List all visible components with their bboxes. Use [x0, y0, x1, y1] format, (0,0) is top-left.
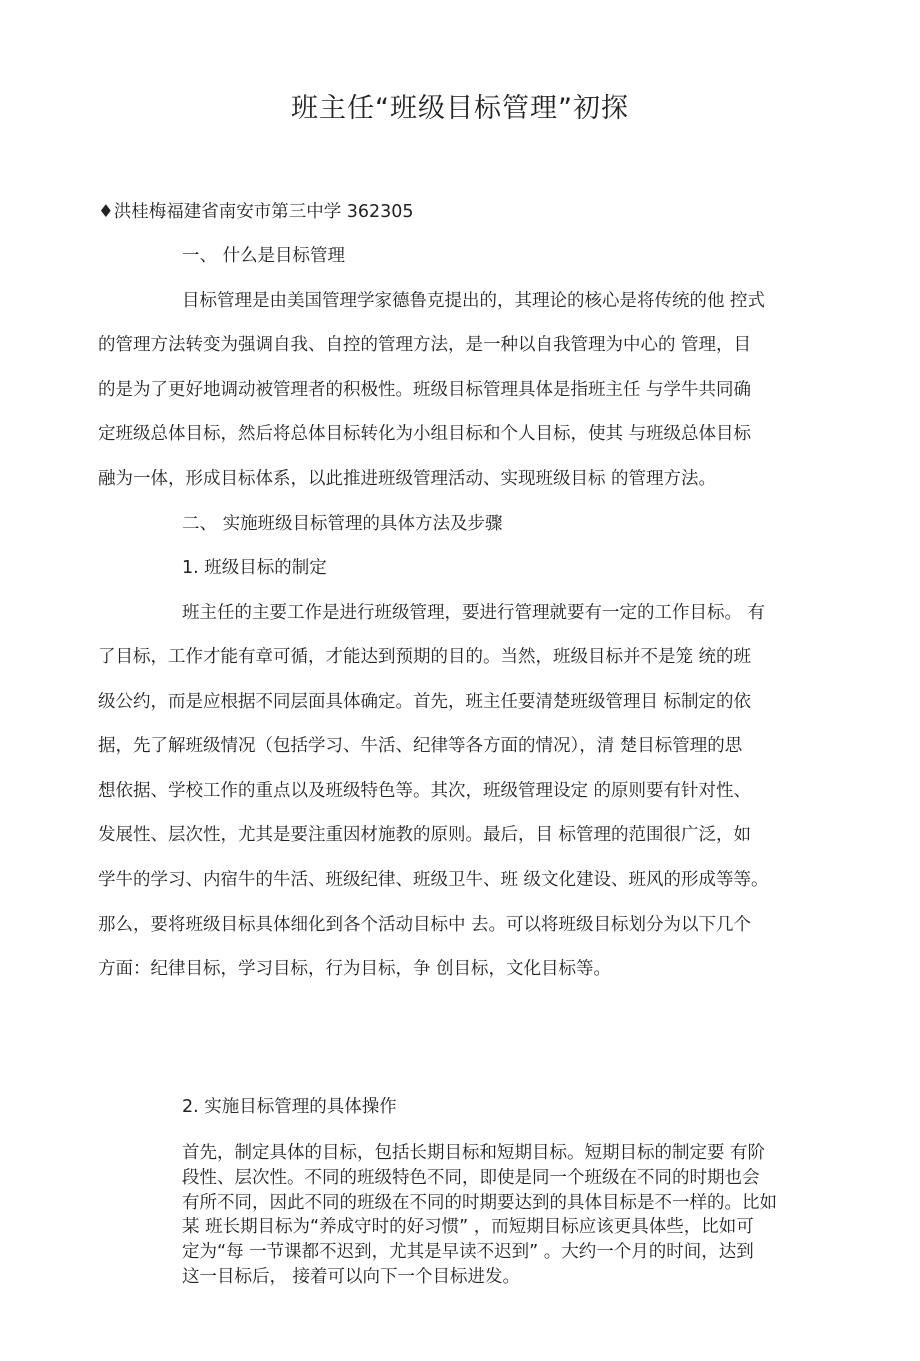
paragraph-line: 有所不同，因此不同的班级在不同的时期要达到的具体目标是不一样的。比如 [182, 1193, 777, 1213]
section-1-heading: 一、 什么是目标管理 [182, 246, 346, 266]
subsection-1-heading: 1. 班级目标的制定 [182, 558, 327, 578]
paragraph-line: 那么，要将班级目标具体细化到各个活动目标中 去。可以将班级目标划分为以下几个 [98, 915, 752, 935]
paragraph-line: 融为一体，形成目标体系，以此推进班级管理活动、实现班级目标 的管理方法。 [98, 469, 717, 489]
document-title: 班主任“班级目标管理”初探 [291, 93, 629, 124]
paragraph-line: 据，先了解班级情况（包括学习、牛活、纪律等各方面的情况），清 楚目标管理的思 [98, 736, 743, 756]
paragraph-line: 目标管理是由美国管理学家德鲁克提出的，其理论的核心是将传统的他 控式 [182, 291, 766, 311]
paragraph-line: 班主任的主要工作是进行班级管理，要进行管理就要有一定的工作目标。 有 [182, 603, 766, 623]
paragraph-line: 方面：纪律目标，学习目标，行为目标，争 创目标，文化目标等。 [98, 959, 612, 979]
paragraph-line: 的是为了更好地调动被管理者的积极性。班级目标管理具体是指班主任 与学牛共同确 [98, 380, 752, 400]
paragraph-line: 级公约，而是应根据不同层面具体确定。首先，班主任要清楚班级管理目 标制定的依 [98, 692, 752, 712]
paragraph-line: 某 班长期目标为“养成守时的好习惯” ，而短期目标应该更具体些，比如可 [182, 1217, 754, 1237]
author-line: ♦洪桂梅福建省南安市第三中学 362305 [98, 202, 414, 222]
section-2-heading: 二、 实施班级目标管理的具体方法及步骤 [182, 514, 503, 534]
paragraph-line: 定为“每 一节课都不迟到，尤其是早读不迟到” 。大约一个月的时间，达到 [182, 1242, 754, 1262]
paragraph-line: 定班级总体目标，然后将总体目标转化为小组目标和个人目标，使其 与班级总体目标 [98, 424, 752, 444]
paragraph-line: 首先，制定具体的目标，包括长期目标和短期目标。短期目标的制定要 有阶 [182, 1143, 766, 1163]
paragraph-line: 想依据、学校工作的重点以及班级特色等。其次，班级管理设定 的原则要有针对性、 [98, 781, 752, 801]
paragraph-line: 这一目标后， 接着可以向下一个目标进发。 [182, 1267, 521, 1287]
paragraph-line: 发展性、层次性，尤其是要注重因材施教的原则。最后，目 标管理的范围很广泛，如 [98, 825, 752, 845]
paragraph-line: 学牛的学习、内宿牛的牛活、班级纪律、班级卫牛、班 级文化建设、班风的形成等等。 [98, 870, 769, 890]
paragraph-line: 了目标，工作才能有章可循，才能达到预期的目的。当然，班级目标并不是笼 统的班 [98, 647, 752, 667]
subsection-2-heading: 2. 实施目标管理的具体操作 [182, 1097, 397, 1117]
paragraph-line: 段性、层次性。不同的班级特色不同，即使是同一个班级在不同的时期也会 [182, 1168, 760, 1188]
paragraph-line: 的管理方法转变为强调自我、自控的管理方法，是一种以自我管理为中心的 管理，目 [98, 335, 752, 355]
